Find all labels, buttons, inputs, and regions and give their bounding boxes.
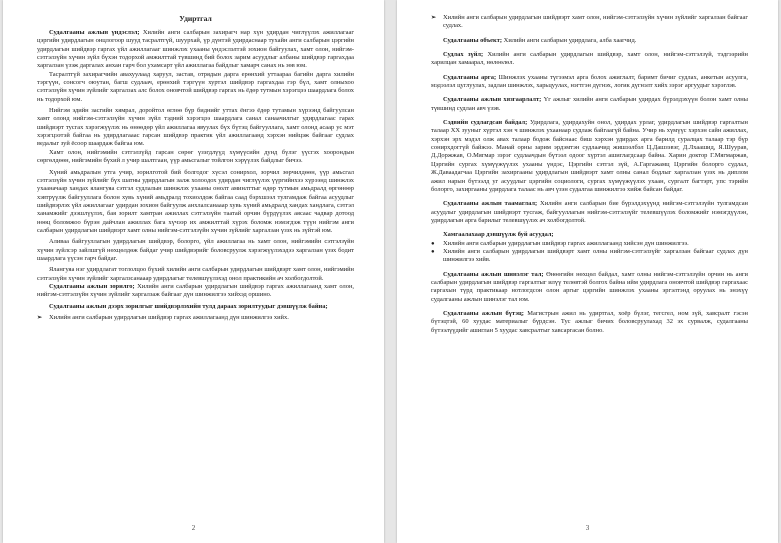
scope-text: Үг ажлыг хилийн анги салбарын удирдах бүрэлдэхүүн болон хамт олны түвшинд судлан авч үзэв. [431,96,748,112]
goal-paragraph [37,283,354,300]
object-text: Хилийн анги салбарын удирдлага, алба хаагчид. [503,36,637,44]
defense-issue-item [431,248,748,265]
document-page-2 [3,0,384,543]
novelty-text: Өнөөгийн нөхцөл байдал, хамт олны нийгэм-сэтгэлзүйн орчин нь анги салбарын удирдлагын шийдвэр гаргалтыг илүү телөвтэй болгох байна ийм удирдлага оновчтой шийдвэр гаргахаас гаргахын түрд практикаар нотлогдсон олон аргыг цэргийн шинжлэх ухааны эргэлтэнд оруулах нь энэхүү судалгааны ажлын шинэлэг тал юм. [431,270,748,303]
objectives-heading: Судалгааны ажлын дээрх зорилгыг шийдвэрлэхийн тулд дараах зорилтуудыг дэвшүүлж байна; [49,302,328,310]
page-2-content [37,14,354,322]
objective-item [37,314,354,322]
subject-text: Хилийн анги салбарын удирдлагын шийдвэр, хамт олон, нийгэм-сэтгэлзүй, тэдгээрийн харилцан хамаарал, нөлөөлөл. [431,51,748,67]
structure-text: Магистрын ажил нь удиртгал, хоёр бүлэг, тегсгел, ном зүй, хавсралт гэсэн бүтэцтэй, 60 хуудас материалыг бүрдсэн. Тус ажлыг бичих боловсруулахад 32 эх сурвалж, судалгааны бүтээлүүдийг ашиглан 5 хуудас хавсралтыг хавсаргасан болно. [431,309,748,334]
hypothesis-heading: Судалгааны ажлын таамаглал; [443,200,538,208]
paragraph-commanders: Тасралтгүй захирагчийн авахуулаад харуул, застав, отрядын дарга ерөнхий уттаараа багийн дарга хилийн тэргүүн, сонсогч оюутан, багш судлаач, ерөнхий тэргүүн хуртэл шийдвэр гаргахдаа гэр бүл, хамт олныхоо сэтгэлзүйн хүчин зүйлийг харгалзах алс болох оновчтой шийдвэр гаргах нь ёдөр тутмын хэрэгцээ шаардлага болох нь тодорхой юм. [37,70,354,103]
hypothesis-text: Хилийн анги салбарын бие бүрэлдэхүүнд нийгэм-сэтгэлзүйн тулгамдсан асуудлыг удирдлагын шийдвэрт тусгаж, байгууллагын нийгэм-сэтгэлзүйг телевшүүлэх боломжийг нэмэгдүүлэн, удирдлагын арга барилыг телевшүүлэх ач холбогдолтой. [431,200,748,224]
method-heading: Судалгааны арга; [443,73,497,81]
scope-heading: Судалгааны ажлын хязгаарлалт; [443,96,542,104]
objective-text: Хилийн анги салбарын удирдлагын шийдвэрт хамт олон, нийгэм-сэтгэлзүйн хүчин зүйлийг харгалзан байгааг судлах. [443,14,748,30]
defense-issues-heading: Хамгаалахаар дэвшүүлж буй асуудал; [443,231,554,239]
subject-paragraph [431,51,748,68]
novelty-heading: Судалгааны ажлын шинэлэг тал; [443,270,544,278]
structure-paragraph [431,310,748,335]
bullet-icon: ● [431,240,435,247]
object-heading: Судалгааны объект; [443,36,503,44]
paragraph-border-unit: Ялангуяа нэг удирдлагат тоглолцоо бүхий хилийн анги салбарын удирдлагын шийдвэрт хамт олон, нийгэмийн сэтгэлзүйн хүчин зүйлийг харгалзсанааар удирдлагыг телевшүүлэхэд онол практикийн ач холбогдолтой. [37,266,354,282]
method-paragraph [431,74,748,91]
goal-text: Хилийн анги салбарын удирдлагын шийдвэр гаргах ажиллагаанд хамт олон, нийгэм-сэтгэлзүйн хүчин зүйлийг харгалзаж байгааг дүн шинжилгээ хийхэд оршино. [37,282,354,299]
scope-paragraph [431,96,748,113]
paragraph-human-life: Хүний амьдралын утга учир, зорилготой бий болгодог хүсэл сонирхол, зорчил зөрчилдөөн, үүр амьсгал сэтгэлзүйн хүчин зүйлийг бүх шатны удирдлагын залж холоодох удирдан чиглүүлэх үүргийнхээ хүрээнд шинжлэх ухааначаар хандах ялангуяа сэтгэл судлалын шинжлэх ухааны онолт аминлттыг өдөр тутмын амьдралд өргөнөөр хэвтрүүлж байгууллага болон хувь хүний амьдралд тохиолдож байгаа саад бэрхшээл тулгамдаж байгаа асуудлыг шийдвэрлэх үйл ажиллагааг удирдан зохион байгуулж анхлалсанааар хувь хүний амьдралд хандах хандлага, сэтгэл ханамжийг дээшлүүлэх, бая зорилт хамтран ажиллах сэтгэлзүйн таатай орчин бүрдүүлэх аясаас чадвар дотоод нөөц боломжоо бүрэн дайчлан ажиллах бага хүчээр их амжилттай хүрэх боломж нэмэгдэж түүн нийгэм анги салбарын удирдлагын шийдвэрт хамт олны нийгэм-сэтгэлзүйн хүчин зүйлийг харгалзан үзэх нь зүйтэй юм. [37,168,354,234]
rationale-text: Хилийн анги салбарын захирагч нар хүн удирдан чиглүүлэх ажиллагааг цэргийн удирдлагын онцлогоор шууд тасралтгүй, шуурхай, үр дүнтэй удирдаснаар тухайн анги салбарын цэргийн удирдлагын шийдвэр гаргах үйл ажиллагааг шинжлэх ухааны үндэслэлтэй зохион байгуулах, хамт олон, нийгэм-сэтгэлзүйн хүчин зүйл бүхэн тодорхой амжилттай түвшинд бий болох зарим асуудлыг албаны шийдвэр гаргахдаа харгалзан үзэж даргалах анхан гарч бол ухамсарт үйл ажиллагаа байдлыг хамарч санах нь зөв юм. [37,29,355,70]
bullet-icon: ● [431,248,435,255]
defense-issue-text: Хилийн анги салбарын удирдлагын шийдвэр гаргах ажиллагаанд хийсэн дүн шинжилгээ. [443,239,689,247]
literature-heading: Сэдвийн судлагдсан байдал; [443,119,528,127]
page-number: 2 [191,524,196,532]
defense-issue-item [431,240,748,248]
paragraph-economic-crisis: Нийгэм эдийн засгийн хямрал, доройтол өглөө бүр биднийг уттах ёнгээ ёдөр тутамын хүрээнд байгуулсан хамт олонд нийгэм-сэтгэлзүйн хүчин зүйл тэдний хэрэгцээ шаардлага санал санаачилгыг удирдлагаас гарах шийдвэрт тусгах хэрэгжүүлэх нь өнөөдөр үйл ажиллагаа явуулах бүх бүтэц байгууллага, хамт олонд асаар ус мэт хэрэгцээтэй байгаа нь удирдлагааас гарсан шийдвэр практик үйл ажиллагаанд хэрхэн нийцэж байгааг судлах ведалыг зуй ёсоор шаардаж байгаа юм. [37,107,354,148]
arrow-bullet-icon: ➢ [431,15,437,21]
novelty-paragraph [431,271,748,304]
objective-item [431,14,748,31]
document-page-3 [397,0,778,543]
objective-text: Хилийн анги салбарын удирдлагын шийдвэр гаргах ажиллагаанд дүн шинжилгээ хийх. [49,314,289,321]
defense-issue-text: Хилийн анги салбарын удирдлагын шийдвэрт хамт олны нийгэм-сэтгэлзүйг харгалзан байгааг судлах дүн шинжилгээ хийв. [443,247,748,264]
rationale-paragraph [37,29,354,71]
arrow-bullet-icon: ➢ [37,315,43,321]
subject-heading: Судлах зүйл; [443,51,484,59]
paragraph-team-psychology: Хамт олон, нийгэмийн сэтгэлзүйд гарсан сөрөг үзэгдлүүд хүмүүсийн дунд бүлэг үүсгэх хоорондын сөргөлдөөн, нийгэмийн бүхий л учир шалтгаан, үүр амьсгалыг тойлгон хэрүүлэх байдлыг бичээ. [37,148,354,165]
goal-heading: Судалгааны ажлын зорилго; [49,282,135,290]
method-text: Шинжлэх ухааны түгээмэл арга болох ажиглалт, баримт бичиг судлах, анкетын асуулга, мэдээлэл цуглуулах, задлан шинжлэх, харьцуулах, нэгтгэн дүгнэх, логик дүгнэлт хийх зэрэг аргуудыг хэрэглэв. [431,73,749,90]
hypothesis-paragraph [431,200,748,225]
literature-paragraph [431,119,748,194]
paragraph-organization-decision: Аливаа байгууллагын удирдлагын шийдвэр, болорго, үйл ажиллагаа нь хамт олон, нийгэмийн сэтгэлзүйн хүчин зүйлсэр зайлшгүй нөхцөлдөж байдаг учир шийдвэрийг боловсруулж хэрэгжүүлэхэдээ харгалзан үзэх бодит шаардлага үүсэн гарч байдаг. [37,238,354,262]
section-title: Удиртгал [179,14,212,23]
object-paragraph [431,37,748,45]
rationale-heading: Судалгааны ажлын үндэслэл; [49,29,140,36]
page-3-content [431,14,748,335]
page-number: 3 [585,524,590,532]
structure-heading: Судалгааны ажлын бүтэц; [443,309,524,317]
literature-text: Удирдлага, удирдахуйн онол, удирдах урлаг, удирдлагын шийдвэр гаргалтын талаар ХХ зууныг хүртэл хэн ч шинжлэх ухаанаар судлаж байгаагүй байна. Учир нь хүмүүс хэрхэн сайн ажиллах, хэрхэн эрх мэдэл олж авах талаар бодож байснаас биш хэрхэн удирдах арга барилд суралцах талаар тэр бүр сонирхдоггүй байжээ. Манай орны зарим эрдэмтэн судлаачид жишээлбэл Ц.Дашзэвэг, Д.Лхаашид, Я.Шуурав, Д.Доржжав, О.Мягмар зэрэг судлаачдын бүтээл одоог хүртэл ашиглагдсаар байна. Харин доктор Г.Мягмаржав, Цэргийн сургах хүмүүжүүлэх ухааны үндэс, Цэргийн сэтгэл зүй, А.Гаргажамц Цэргийн болорго судлал, Ж.Даваадагчаа Цэргийн захиргааны удирдлагын шийдвэрт хамт олны санал бодлыг харгалзан үзэх нь диплом ажил нарын бүтээлд уг асуудлыг цэргийн социологи, сургах хүмүүжүүлэх ухаан, сургалт багтэрт, упс тэрийн болорго, захиргааны удирдлага талаас нь авч үзэн судалгаа шинжилгээ хийж байсан байдаг. [431,119,748,193]
